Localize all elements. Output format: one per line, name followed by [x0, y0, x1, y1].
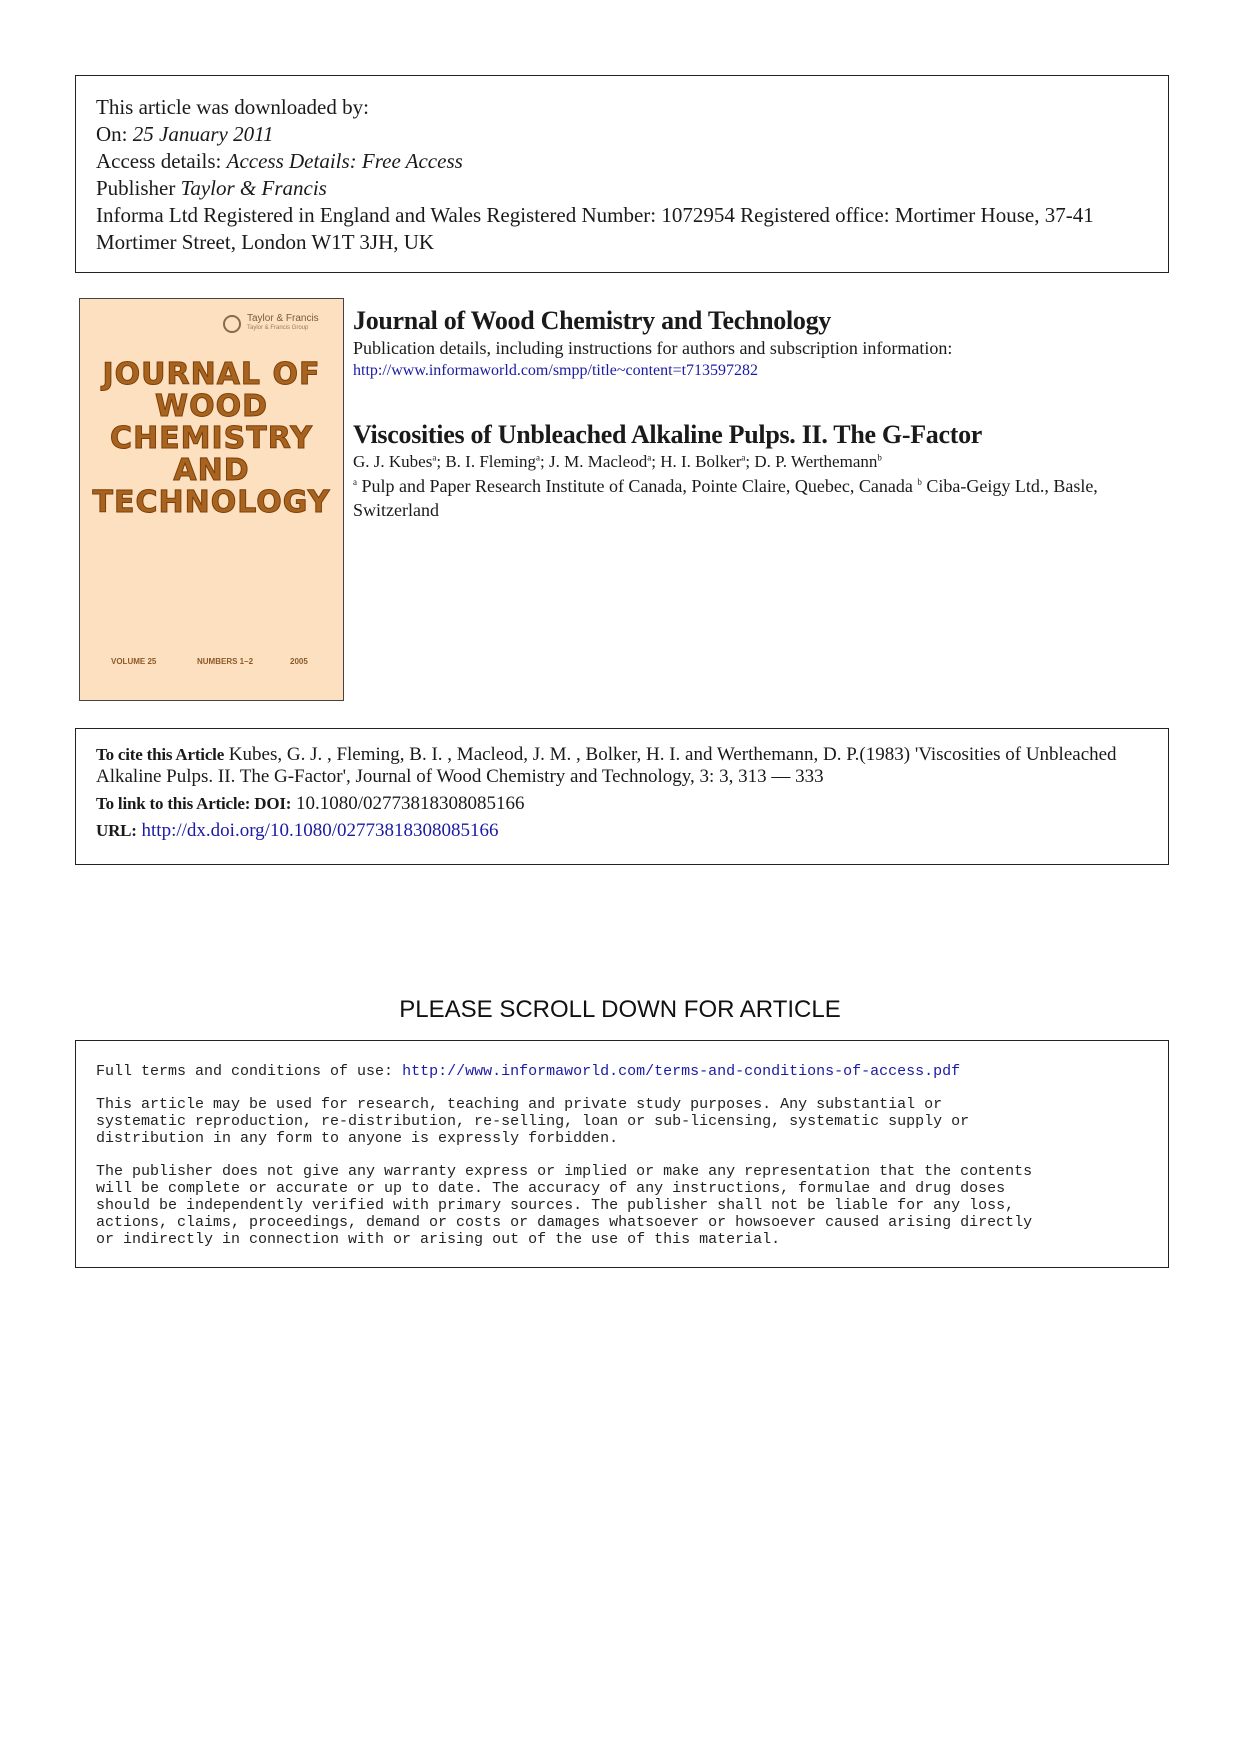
author-list: G. J. Kubes$^a$; B. I. Fleming$^a$; J. M. Macleod$^a$; H. I. Bolker$^a$; D. P. Werthemann$^b$: [353, 452, 882, 471]
publisher-logo-text: Taylor & Francis: [247, 313, 319, 324]
affiliation-a: Pulp and Paper Research Institute of Canada, Pointe Claire, Quebec, Canada: [357, 476, 918, 496]
cover-year: 2005: [290, 657, 308, 666]
affiliation-mark: a: [353, 477, 357, 487]
cover-numbers: NUMBERS 1–2: [197, 657, 254, 666]
cover-title-line: JOURNAL OF: [102, 357, 321, 392]
journal-link[interactable]: http://www.informaworld.com/smpp/title~content=t713597282: [353, 362, 759, 379]
access-details-label: Access details:: [96, 149, 227, 173]
journal-title: Journal of Wood Chemistry and Technology: [353, 306, 832, 335]
registered-office: Informa Ltd Registered in England and Wales Registered Number: 1072954 Registered office: Mortimer House, 37-41 Mortimer Street, London W1T 3JH, UK: [96, 203, 1094, 254]
access-details-row: [96, 148, 1148, 175]
author-affiliation-mark: b: [877, 452, 882, 463]
publisher-logo-subtext: Taylor & Francis Group: [247, 325, 309, 331]
download-date: 25 January 2011: [132, 122, 274, 146]
author-name: B. I. Fleming: [445, 452, 536, 471]
cite-label: To cite this Article: [96, 745, 225, 764]
download-date-row: [96, 121, 1148, 148]
doi-row: [96, 793, 1148, 815]
cover-title-line: WOOD: [155, 389, 268, 424]
download-info-box: [75, 75, 1169, 273]
affiliation-b: Ciba-Geigy Ltd., Basle, Switzerland: [353, 476, 1098, 520]
publisher-logo: [223, 313, 333, 337]
author-name: J. M. Macleod: [548, 452, 648, 471]
author-name: H. I. Bolker: [660, 452, 742, 471]
url-label: URL:: [96, 821, 137, 840]
terms-paragraph: This article may be used for research, teaching and private study purposes. Any substantial or systematic reproduction, re-distribution, re-selling, loan or sub-licensing, systematic supply or distribution in any form to anyone is expressly forbidden.: [96, 1096, 970, 1147]
journal-cover-image: [79, 298, 344, 701]
terms-link[interactable]: http://www.informaworld.com/terms-and-conditions-of-access.pdf: [402, 1063, 961, 1080]
author-affiliation-mark: a: [741, 452, 746, 463]
url-row: [96, 820, 1148, 842]
download-date-label: On:: [96, 122, 133, 146]
terms-label: Full terms and conditions of use:: [96, 1063, 403, 1080]
affiliation-mark: b: [917, 477, 922, 487]
access-details-value: Access Details: Free Access: [226, 149, 463, 173]
author-affiliation-mark: a: [536, 452, 540, 463]
publication-details: Publication details, including instructions for authors and subscription information:: [353, 338, 953, 358]
affiliations: [353, 474, 1173, 522]
publisher-row: [96, 175, 1148, 202]
doi-label: To link to this Article: DOI:: [96, 794, 292, 813]
cover-title: [80, 359, 343, 519]
publisher-value: Taylor & Francis: [180, 176, 327, 200]
doi-url-link[interactable]: http://dx.doi.org/10.1080/02773818308085166: [141, 820, 499, 841]
citation-row: [96, 744, 1148, 788]
scroll-down-notice: PLEASE SCROLL DOWN FOR ARTICLE: [399, 996, 841, 1023]
citation-box: [75, 728, 1169, 865]
publisher-label: Publisher: [96, 176, 181, 200]
cover-title-line: AND: [173, 453, 250, 488]
terms-paragraph: The publisher does not give any warranty express or implied or make any representation that the contents will be complete or accurate or up to date. The accuracy of any instructions, formulae and drug doses should be independently verified with primary sources. The publisher shall not be liable for any loss, actions, claims, proceedings, demand or costs or damages whatsoever or howsoever caused arising directly or indirectly in connection with or arising out of the use of this material.: [96, 1163, 1033, 1248]
cite-text: Kubes, G. J. , Fleming, B. I. , Macleod, J. M. , Bolker, H. I. and Werthemann, D. P.(1983) 'Viscosities of Unbleached Alkaline Pulps. II. The G-Factor', Journal of Wood Chemistry and Technology, 3: 3, 313 — 333: [96, 744, 1117, 787]
download-line: This article was downloaded by:: [96, 95, 369, 119]
cover-title-line: CHEMISTRY: [110, 421, 313, 456]
author-affiliation-mark: a: [647, 452, 652, 463]
author-affiliation-mark: a: [432, 452, 437, 463]
author-name: G. J. Kubes: [353, 452, 433, 471]
publisher-logo-icon: [223, 315, 241, 333]
cover-volume: VOLUME 25: [111, 657, 157, 666]
terms-box: [75, 1040, 1169, 1268]
author-name: D. P. Werthemann: [754, 452, 878, 471]
article-title: Viscosities of Unbleached Alkaline Pulps. II. The G-Factor: [353, 420, 983, 449]
cover-title-line: TECHNOLOGY: [92, 485, 331, 520]
doi-value: 10.1080/02773818308085166: [291, 793, 525, 814]
terms-link-row: [96, 1063, 1148, 1080]
